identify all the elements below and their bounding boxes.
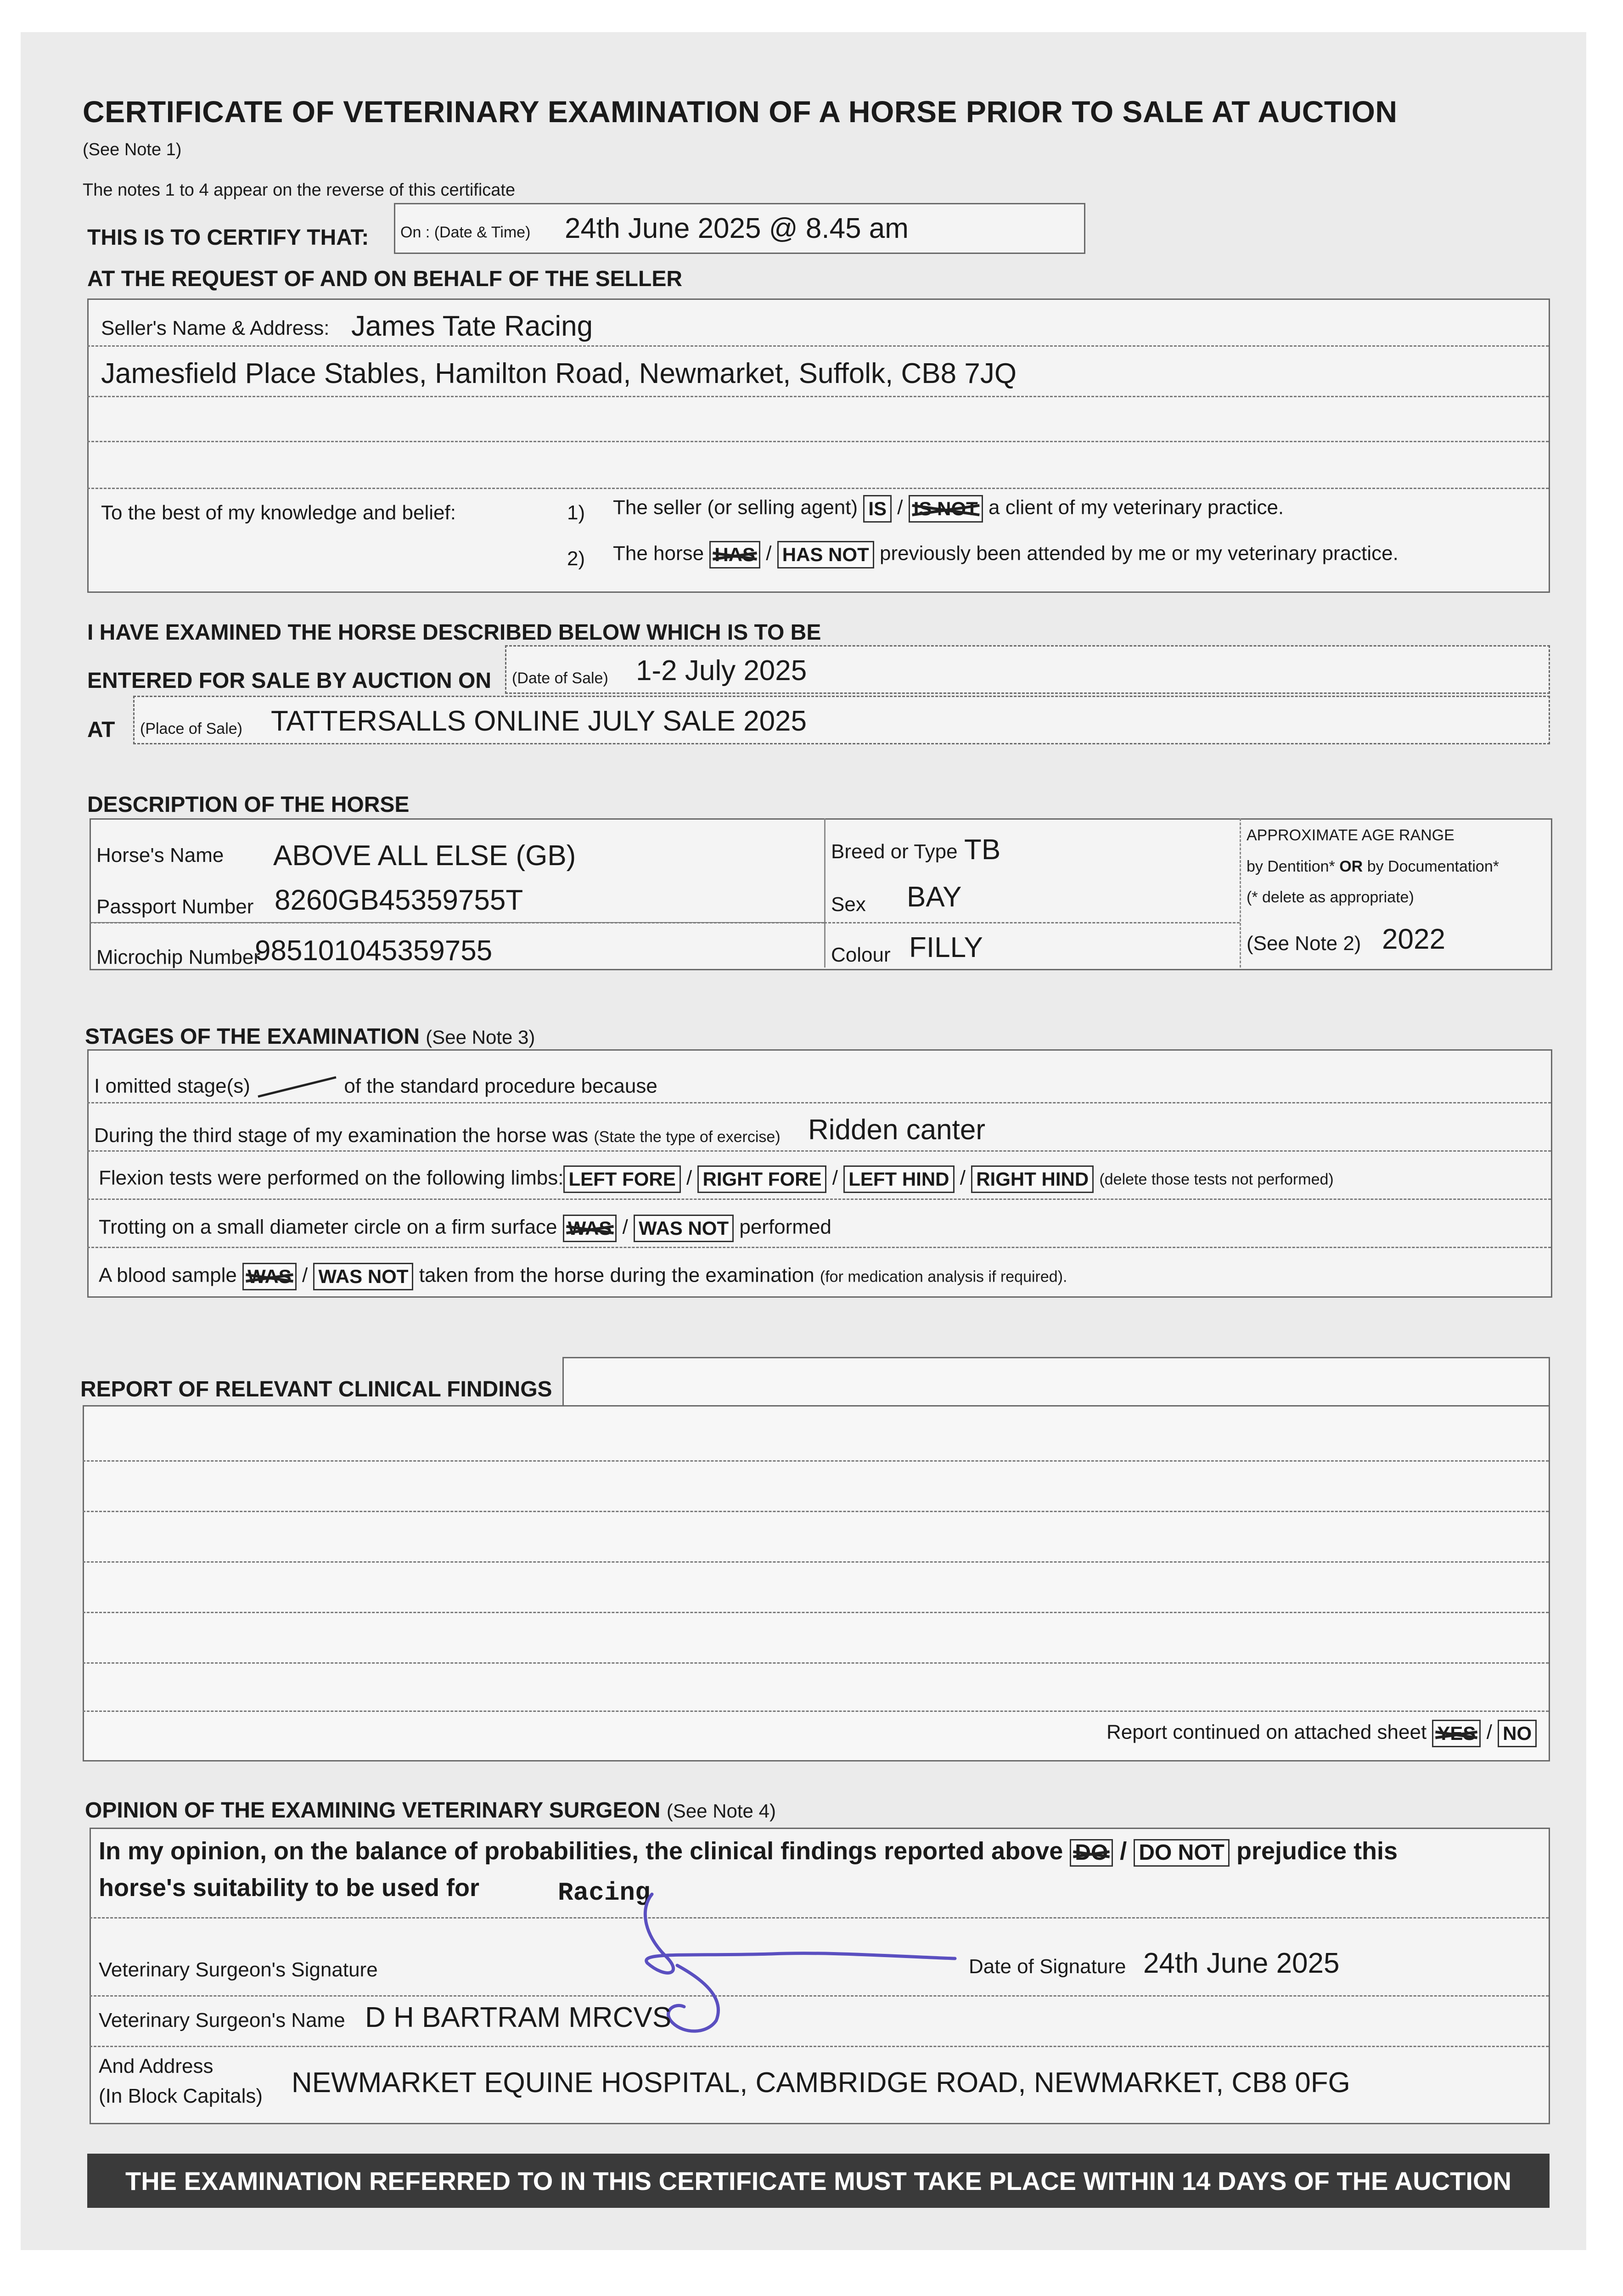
age-value: 2022 — [1382, 923, 1445, 955]
opinion-text-post: prejudice this — [1236, 1837, 1398, 1865]
trotting-performed: performed — [739, 1216, 831, 1238]
opinion-line2: horse's suitability to be used for — [99, 1874, 479, 1902]
request-label: AT THE REQUEST OF AND ON BEHALF OF THE SELLER — [87, 267, 682, 291]
report-continued-label: Report continued on attached sheet — [1106, 1721, 1427, 1744]
has-not-option: HAS NOT — [777, 541, 874, 568]
certificate-title: CERTIFICATE OF VETERINARY EXAMINATION OF A HORSE PRIOR TO SALE AT AUCTION — [83, 95, 1398, 129]
blood-row: A blood sample WAS / WAS NOT taken from the horse during the examination (for medication analysis if required). — [99, 1263, 1067, 1290]
horse-name-label: Horse's Name — [96, 844, 224, 867]
stages-line-2 — [87, 1150, 1551, 1152]
seller-line-4 — [87, 488, 1549, 489]
examined-label: I HAVE EXAMINED THE HORSE DESCRIBED BELOW WHICH IS TO BE — [87, 620, 821, 645]
do-option: DO — [1070, 1839, 1113, 1867]
report-line-2 — [83, 1511, 1549, 1512]
blood-post: taken from the horse during the examination — [419, 1264, 814, 1287]
sex: BAY — [907, 881, 962, 913]
date-of-signature: 24th June 2025 — [1143, 1947, 1340, 1979]
vet-name-label: Veterinary Surgeon's Name — [99, 2009, 345, 2032]
blood-note: (for medication analysis if required). — [820, 1268, 1067, 1286]
report-label: REPORT OF RELEVANT CLINICAL FINDINGS — [80, 1377, 552, 1401]
place-of-sale: TATTERSALLS ONLINE JULY SALE 2025 — [271, 705, 807, 737]
is-option: IS — [863, 495, 892, 523]
flexion-label: Flexion tests were performed on the following limbs: — [99, 1166, 564, 1189]
seller-address: Jamesfield Place Stables, Hamilton Road, Newmarket, Suffolk, CB8 7JQ — [101, 358, 1017, 389]
signature-image — [634, 1887, 964, 2039]
age-title: APPROXIMATE AGE RANGE — [1247, 827, 1455, 844]
report-continued-row: Report continued on attached sheet YES / NO — [1106, 1720, 1537, 1747]
footer-banner: THE EXAMINATION REFERRED TO IN THIS CERTIFICATE MUST TAKE PLACE WITHIN 14 DAYS OF THE AUCTION — [87, 2154, 1550, 2208]
third-stage-row — [94, 1124, 781, 1147]
stages-label: STAGES OF THE EXAMINATION — [85, 1024, 420, 1049]
opinion-text-pre: In my opinion, on the balance of probabilities, the clinical findings reported above — [99, 1837, 1063, 1865]
horse-line-1b — [90, 922, 824, 923]
stages-line-3 — [87, 1199, 1551, 1200]
stages-line-4 — [87, 1247, 1551, 1248]
opinion-use: Racing — [558, 1878, 651, 1908]
stages-line-1 — [87, 1102, 1551, 1103]
notes-line: The notes 1 to 4 appear on the reverse of this certificate — [83, 180, 516, 200]
is-not-option: IS NOT — [909, 495, 983, 523]
vet-name: D H BARTRAM MRCVS — [365, 2002, 672, 2033]
slash: / — [766, 542, 772, 565]
seller-name: James Tate Racing — [351, 310, 593, 342]
knowledge-label: To the best of my knowledge and belief: — [101, 501, 456, 524]
knowledge-line1-post: a client of my veterinary practice. — [988, 496, 1284, 519]
age-by-documentation: by Documentation* — [1367, 858, 1499, 875]
signature-label: Veterinary Surgeon's Signature — [99, 1958, 378, 1981]
knowledge-line1-pre: The seller (or selling agent) — [613, 496, 858, 519]
see-note-1: (See Note 1) — [83, 140, 182, 159]
opinion-text-row: In my opinion, on the balance of probabilities, the clinical findings reported above DO / DO NOT prejudice this — [99, 1837, 1398, 1867]
trotting-was-option: WAS — [563, 1215, 617, 1242]
report-line-6 — [83, 1711, 1549, 1712]
age-by-dentition: by Dentition* — [1247, 858, 1335, 875]
sex-label: Sex — [831, 893, 866, 916]
blood-was-not-option: WAS NOT — [313, 1263, 413, 1290]
stages-note: (See Note 3) — [426, 1026, 535, 1048]
knowledge-line2-post: previously been attended by me or my veterinary practice. — [879, 542, 1398, 565]
knowledge-line-1 — [613, 495, 1284, 523]
slash: / — [897, 496, 903, 519]
flexion-note: (delete those tests not performed) — [1099, 1171, 1334, 1188]
report-line-3 — [83, 1561, 1549, 1563]
knowledge-line2-pre: The horse — [613, 542, 704, 565]
opinion-note: (See Note 4) — [666, 1800, 776, 1822]
opinion-line-3 — [90, 2046, 1549, 2047]
third-stage-label: During the third stage of my examination the horse was — [94, 1124, 589, 1147]
flexion-row: Flexion tests were performed on the following limbs: LEFT FORE / RIGHT FORE / LEFT HIND / RIGHT HIND (delete those tests not performed) — [99, 1165, 1334, 1193]
report-line-4 — [83, 1612, 1549, 1613]
left-fore-option: LEFT FORE — [563, 1165, 680, 1193]
on-label: On : (Date & Time) — [400, 224, 531, 241]
blood-was-option: WAS — [242, 1263, 297, 1290]
report-yes-option: YES — [1432, 1720, 1481, 1747]
report-line-5 — [83, 1662, 1549, 1664]
passport-number: 8260GB45359755T — [275, 884, 523, 916]
horse-name: ABOVE ALL ELSE (GB) — [273, 840, 576, 872]
description-label: DESCRIPTION OF THE HORSE — [87, 793, 410, 817]
colour: FILLY — [909, 932, 983, 963]
colour-label: Colour — [831, 944, 891, 966]
address-label-2: (In Block Capitals) — [99, 2085, 263, 2107]
knowledge-n2: 2) — [567, 547, 585, 570]
report-box — [83, 1405, 1550, 1761]
omitted-post: of the standard procedure because — [344, 1075, 657, 1097]
age-note: (See Note 2) — [1247, 932, 1361, 955]
seller-line-3 — [87, 441, 1549, 442]
seller-line-2 — [87, 396, 1549, 397]
entered-label: ENTERED FOR SALE BY AUCTION ON — [87, 669, 492, 693]
address-label-1: And Address — [99, 2055, 213, 2077]
microchip-label: Microchip Number — [96, 946, 260, 968]
stages-heading — [85, 1024, 535, 1049]
age-by — [1247, 858, 1499, 876]
report-first-line-box — [562, 1357, 1550, 1408]
horse-divider-1 — [824, 818, 826, 968]
trotting-was-not-option: WAS NOT — [634, 1215, 734, 1242]
date-of-signature-label: Date of Signature — [969, 1955, 1126, 1978]
blood-label: A blood sample — [99, 1264, 237, 1287]
report-no-option: NO — [1498, 1720, 1537, 1747]
age-delete: (* delete as appropriate) — [1247, 889, 1414, 906]
has-option: HAS — [709, 541, 760, 568]
report-line-1 — [83, 1460, 1549, 1462]
opinion-label: OPINION OF THE EXAMINING VETERINARY SURGEON — [85, 1798, 661, 1823]
place-of-sale-label: (Place of Sale) — [140, 720, 242, 737]
on-value: 24th June 2025 @ 8.45 am — [565, 213, 909, 244]
passport-label: Passport Number — [96, 895, 254, 918]
date-of-sale-label: (Date of Sale) — [512, 670, 608, 687]
breed-label: Breed or Type — [831, 840, 958, 863]
knowledge-n1: 1) — [567, 501, 585, 524]
third-stage-note: (State the type of exercise) — [594, 1128, 781, 1146]
right-hind-option: RIGHT HIND — [971, 1165, 1094, 1193]
vet-address: NEWMARKET EQUINE HOSPITAL, CAMBRIDGE ROAD, NEWMARKET, CB8 0FG — [292, 2067, 1350, 2099]
breed: TB — [964, 834, 1001, 866]
exercise-value: Ridden canter — [808, 1114, 986, 1146]
horse-line-2 — [824, 922, 1240, 923]
certify-label: THIS IS TO CERTIFY THAT: — [87, 225, 369, 250]
seller-line-1 — [87, 345, 1549, 347]
date-of-sale: 1-2 July 2025 — [636, 655, 807, 687]
trotting-label: Trotting on a small diameter circle on a firm surface — [99, 1216, 557, 1238]
right-fore-option: RIGHT FORE — [697, 1165, 826, 1193]
age-by-or: OR — [1339, 858, 1363, 875]
horse-divider-2 — [1240, 818, 1241, 968]
at-label: AT — [87, 718, 115, 742]
seller-label: Seller's Name & Address: — [101, 317, 330, 339]
knowledge-line-2 — [613, 541, 1398, 568]
omitted-strike-mark — [256, 1074, 338, 1101]
opinion-heading — [85, 1798, 776, 1823]
trotting-row: Trotting on a small diameter circle on a firm surface WAS / WAS NOT performed — [99, 1215, 831, 1242]
omitted-row — [94, 1074, 657, 1101]
do-not-option: DO NOT — [1134, 1839, 1230, 1867]
left-hind-option: LEFT HIND — [843, 1165, 954, 1193]
omitted-pre: I omitted stage(s) — [94, 1075, 250, 1097]
microchip-number: 985101045359755 — [255, 935, 493, 967]
